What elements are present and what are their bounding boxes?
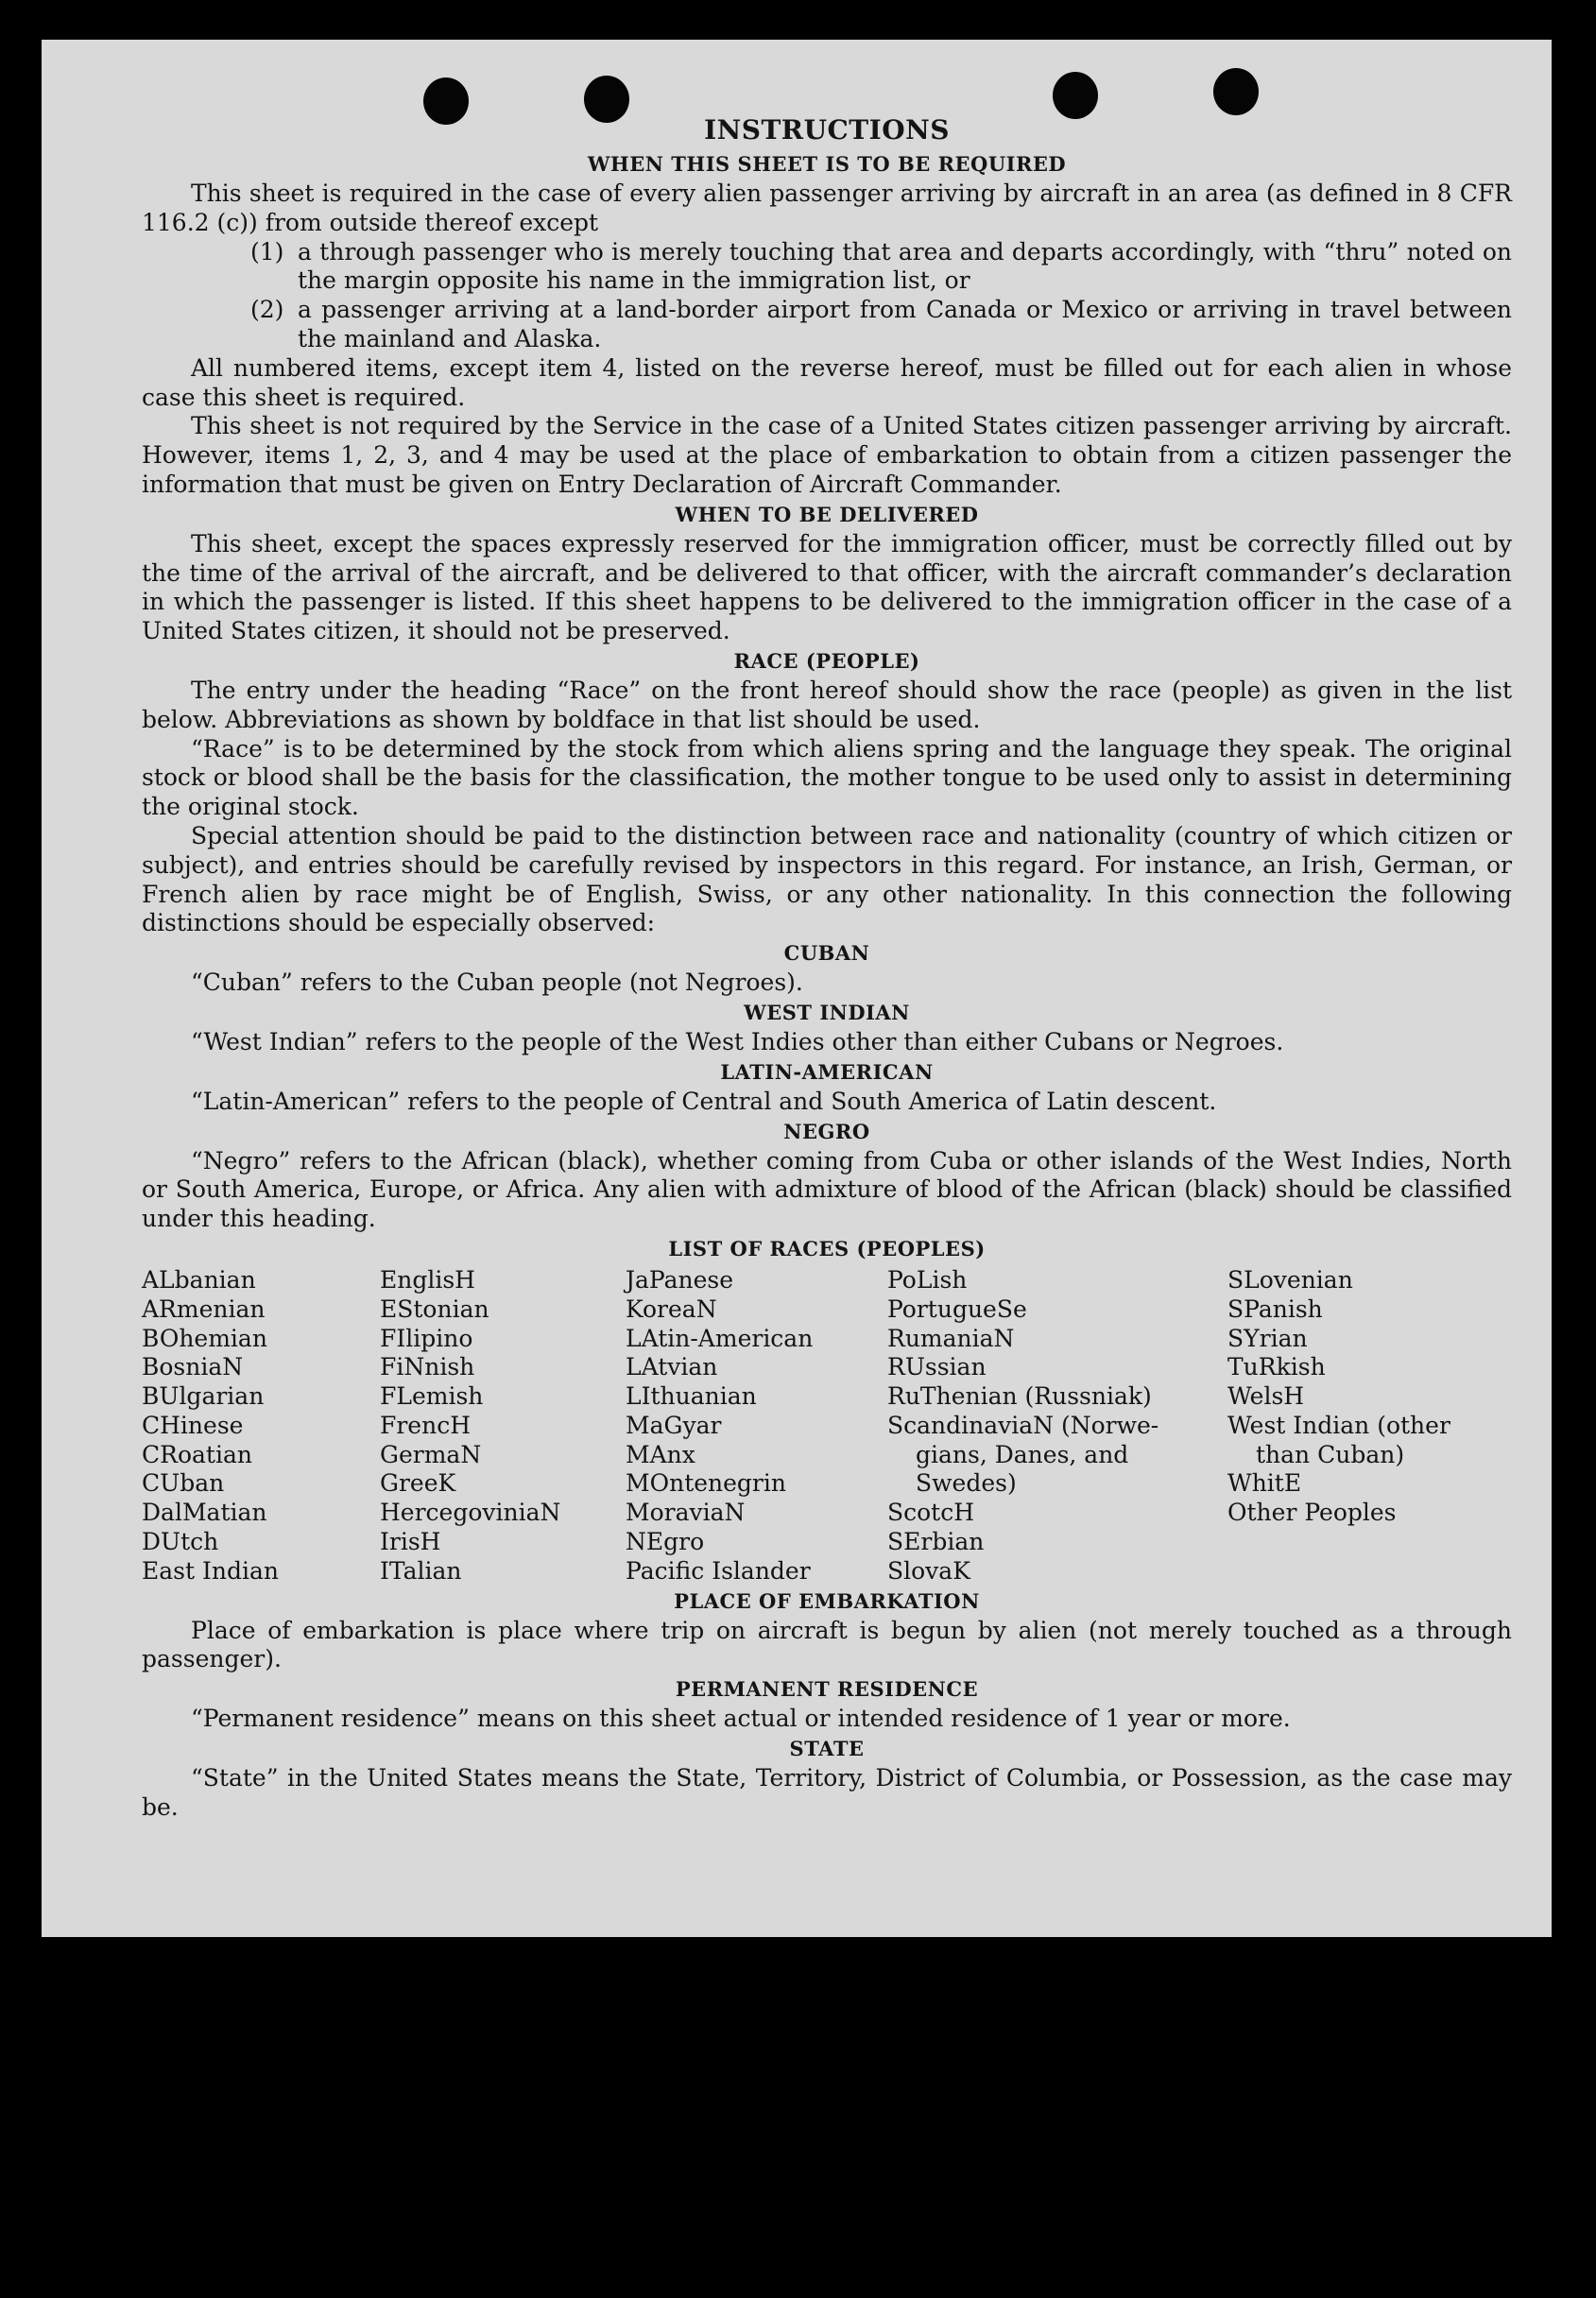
definition: “Cuban” refers to the Cuban people (not Negroes). bbox=[191, 969, 803, 997]
race-entry: MAnx bbox=[626, 1440, 695, 1468]
race-entry: SErbian bbox=[887, 1528, 985, 1556]
races-column bbox=[380, 1266, 626, 1586]
race-entry: RumaniaN bbox=[887, 1324, 1015, 1352]
race-entry: TuRkish bbox=[1227, 1353, 1326, 1381]
heading-cuban: CUBAN bbox=[783, 941, 870, 966]
item-number: (2) bbox=[250, 296, 284, 324]
punch-hole bbox=[1053, 72, 1098, 119]
item-text: a through passenger who is merely touching that area and departs accordingly, with “thru” noted on the margin opposite his name in the immigration list, or bbox=[298, 237, 1512, 295]
heading-when-required: WHEN THIS SHEET IS TO BE REQUIRED bbox=[587, 152, 1067, 176]
heading-race: RACE (PEOPLE) bbox=[733, 648, 920, 673]
race-entry: ScotcH bbox=[887, 1499, 975, 1527]
race-entry: JaPanese bbox=[626, 1265, 734, 1294]
races-column bbox=[626, 1266, 887, 1586]
race-entry: PortugueSe bbox=[887, 1295, 1027, 1323]
race-entry: IrisH bbox=[380, 1528, 441, 1556]
race-entry: RuThenian (Russniak) bbox=[887, 1382, 1152, 1411]
item-number: (1) bbox=[250, 237, 284, 266]
heading-negro: NEGRO bbox=[783, 1119, 870, 1143]
heading-races-list: LIST OF RACES (PEOPLES) bbox=[668, 1236, 986, 1260]
race-entry: SlovaK bbox=[887, 1556, 970, 1585]
race-entry: EnglisH bbox=[380, 1265, 475, 1294]
races-column bbox=[887, 1266, 1227, 1586]
race-entry: LIthuanian bbox=[626, 1382, 757, 1411]
race-entry: HercegoviniaN bbox=[380, 1499, 561, 1527]
race-entry: BOhemian bbox=[142, 1324, 267, 1352]
race-entry: gians, Danes, and bbox=[916, 1440, 1129, 1468]
race-entry: EStonian bbox=[380, 1295, 489, 1323]
paragraph: Place of embarkation is place where trip on aircraft is begun by alien (not merely touched as a through passenger). bbox=[142, 1616, 1512, 1673]
race-entry: DalMatian bbox=[142, 1499, 267, 1527]
race-entry: ARmenian bbox=[142, 1295, 266, 1323]
paragraph: “Race” is to be determined by the stock from which aliens spring and the language they speak. The original stock or blood shall be the basis for the classification, the mother tongue to be used only to assist in determining the original stock. bbox=[142, 734, 1512, 821]
heading-embarkation: PLACE OF EMBARKATION bbox=[674, 1588, 980, 1613]
race-entry: MOntenegrin bbox=[626, 1469, 786, 1498]
definition: “West Indian” refers to the people of the West Indies other than either Cubans or Negroes. bbox=[191, 1027, 1284, 1055]
race-entry: BUlgarian bbox=[142, 1382, 265, 1411]
paragraph: This sheet, except the spaces expressly reserved for the immigration officer, must be correctly filled out by the time of the arrival of the aircraft, and be delivered to that officer, with the aircraft commander’s declaration in which the passenger is listed. If this sheet happens to be delivered to the immigration officer in the case of a United States citizen, it should not be preserved. bbox=[142, 529, 1512, 645]
race-entry: than Cuban) bbox=[1256, 1440, 1405, 1468]
paragraph: Special attention should be paid to the distinction between race and nationality (country of which citizen or subject), and entries should be carefully revised by inspectors in this regard. For instance, an Irish, German, or French alien by race might be of English, Swiss, or any other nationality. In this connection the following distinctions should be especially observed: bbox=[142, 821, 1512, 937]
race-entry: PoLish bbox=[887, 1265, 968, 1294]
races-table bbox=[142, 1266, 1512, 1586]
race-entry: FrencH bbox=[380, 1411, 471, 1439]
list-item bbox=[142, 296, 1512, 354]
paragraph: This sheet is not required by the Service in the case of a United States citizen passenger arriving by aircraft. However, items 1, 2, 3, and 4 may be used at the place of embarkation to obtain from a citizen passenger the information that must be given on Entry Declaration of Aircraft Commander. bbox=[142, 412, 1512, 498]
race-entry: FIlipino bbox=[380, 1324, 473, 1352]
race-entry: Pacific Islander bbox=[626, 1556, 811, 1585]
list-item bbox=[142, 238, 1512, 297]
race-entry: BosniaN bbox=[142, 1353, 244, 1381]
heading-state: STATE bbox=[789, 1737, 865, 1761]
race-entry: Swedes) bbox=[916, 1469, 1017, 1498]
race-entry: ALbanian bbox=[142, 1265, 256, 1294]
race-entry: Other Peoples bbox=[1227, 1499, 1397, 1527]
race-entry: GreeK bbox=[380, 1469, 456, 1498]
definition: “Latin-American” refers to the people of Central and South America of Latin descent. bbox=[191, 1087, 1217, 1115]
paragraph: “State” in the United States means the State, Territory, District of Columbia, or Possession, as the case may be. bbox=[142, 1764, 1512, 1821]
heading-west-indian: WEST INDIAN bbox=[744, 1000, 910, 1024]
item-text: a passenger arriving at a land-border airport from Canada or Mexico or arriving in travel between the mainland and Alaska. bbox=[298, 296, 1512, 352]
races-column bbox=[1227, 1266, 1512, 1586]
instructions-body bbox=[142, 113, 1512, 1823]
race-entry: CUban bbox=[142, 1469, 225, 1498]
race-entry: LAtvian bbox=[626, 1353, 718, 1381]
race-entry: RUssian bbox=[887, 1353, 987, 1381]
races-column bbox=[142, 1266, 380, 1586]
paragraph: “Negro” refers to the African (black), whether coming from Cuba or other islands of the West Indies, North or South America, Europe, or Africa. Any alien with admixture of blood of the African (black) should be classified under this heading. bbox=[142, 1146, 1512, 1233]
heading-residence: PERMANENT RESIDENCE bbox=[675, 1677, 979, 1702]
race-entry: WelsH bbox=[1227, 1382, 1305, 1411]
race-entry: CRoatian bbox=[142, 1440, 252, 1468]
race-entry: ITalian bbox=[380, 1556, 462, 1585]
race-entry: West Indian (other bbox=[1227, 1411, 1450, 1439]
race-entry: East Indian bbox=[142, 1556, 279, 1585]
definition: “Permanent residence” means on this sheet actual or intended residence of 1 year or more. bbox=[191, 1705, 1291, 1733]
race-entry: SLovenian bbox=[1227, 1265, 1353, 1294]
heading-when-delivered: WHEN TO BE DELIVERED bbox=[675, 502, 979, 526]
race-entry: MaGyar bbox=[626, 1411, 722, 1439]
race-entry: SYrian bbox=[1227, 1324, 1308, 1352]
race-entry: MoraviaN bbox=[626, 1499, 746, 1527]
race-entry: DUtch bbox=[142, 1528, 219, 1556]
race-entry: KoreaN bbox=[626, 1295, 717, 1323]
race-entry: FLemish bbox=[380, 1382, 484, 1411]
race-entry: GermaN bbox=[380, 1440, 482, 1468]
race-entry: LAtin-American bbox=[626, 1324, 814, 1352]
race-entry: CHinese bbox=[142, 1411, 244, 1439]
heading-latin-american: LATIN-AMERICAN bbox=[720, 1059, 934, 1084]
punch-hole bbox=[1213, 68, 1259, 115]
paragraph: The entry under the heading “Race” on the front hereof should show the race (people) as given in the list below. Abbreviations as shown by boldface in that list should be used. bbox=[142, 676, 1512, 733]
race-entry: NEgro bbox=[626, 1528, 705, 1556]
paragraph: All numbered items, except item 4, listed on the reverse hereof, must be filled out for each alien in whose case this sheet is required. bbox=[142, 353, 1512, 411]
document-sheet bbox=[42, 40, 1552, 1937]
race-entry: SPanish bbox=[1227, 1295, 1323, 1323]
race-entry: FiNnish bbox=[380, 1353, 475, 1381]
paragraph: This sheet is required in the case of every alien passenger arriving by aircraft in an area (as defined in 8 CFR 116.2 (c)) from outside thereof except bbox=[142, 180, 1512, 236]
race-entry: WhitE bbox=[1227, 1469, 1302, 1498]
page-title: INSTRUCTIONS bbox=[704, 114, 950, 146]
race-entry: ScandinaviaN (Norwe- bbox=[887, 1411, 1159, 1439]
